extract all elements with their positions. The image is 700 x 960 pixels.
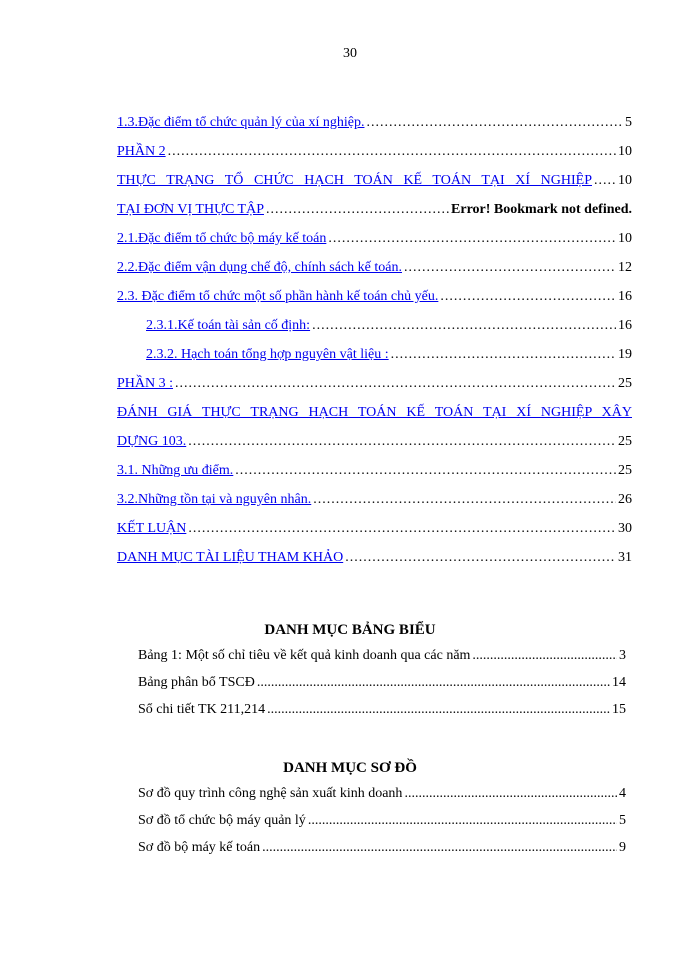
leader-dots [313,491,616,509]
list-item [138,675,626,702]
toc-entry-2-3[interactable] [117,288,632,317]
list-item [138,840,626,867]
list-item-text: Bảng phân bổ TSCĐ [138,675,255,690]
toc-link[interactable]: 2.3.1.Kế toán tài sản cố định: [146,318,311,333]
leader-dots [262,840,617,856]
leader-dots [404,259,616,277]
leader-dots [308,813,617,829]
list-item-text: Sổ chi tiết TK 211,214 [138,702,266,717]
toc-entry-danh-gia[interactable] [117,404,632,433]
toc-link[interactable]: 2.3. Đặc điểm tổ chức một số phần hành kế toán chủ yếu. [117,289,439,304]
leader-dots [472,648,617,664]
toc-entry-don-vi[interactable] [117,201,632,230]
list-item-page: 3 [619,648,626,663]
toc-page: 25 [618,376,632,391]
leader-dots [594,172,616,190]
toc-link[interactable]: DANH MỤC TÀI LIỆU THAM KHẢO [117,550,344,565]
leader-dots [235,462,616,480]
toc-link[interactable]: PHẦN 3 : [117,376,174,391]
toc-page-error: Error! Bookmark not defined. [451,202,632,217]
leader-dots [267,702,610,718]
toc-page: 26 [618,492,632,507]
toc-entry-thuc-trang[interactable] [117,172,632,201]
toc-entry-1-3[interactable] [117,114,632,143]
toc-link[interactable]: 1.3.Đặc điểm tổ chức quản lý của xí nghiệp. [117,115,365,130]
page-number: 30 [343,46,357,61]
toc-link[interactable]: 3.1. Những ưu điểm. [117,463,234,478]
toc-entry-ket-luan[interactable] [117,520,632,549]
list-item-page: 14 [612,675,626,690]
toc-link[interactable]: THỰC TRẠNG TỔ CHỨC HẠCH TOÁN KẾ TOÁN TẠI XÍ NGHIỆP [117,173,592,188]
leader-dots [266,201,449,219]
leader-dots [345,549,616,567]
list-item-text: Bảng 1: Một số chỉ tiêu về kết quả kinh doanh qua các năm [138,648,471,663]
toc-link[interactable]: KẾT LUẬN [117,521,187,536]
diagrams-list [138,786,626,867]
toc-link[interactable]: PHẦN 2 [117,144,166,159]
toc-link[interactable]: 2.1.Đặc điểm tổ chức bộ máy kế toán [117,231,327,246]
toc-entry-2-1[interactable] [117,230,632,259]
leader-dots [440,288,616,306]
leader-dots [312,317,616,335]
leader-dots [366,114,623,132]
list-item-text: Sơ đồ quy trình công nghệ sản xuất kinh doanh [138,786,403,801]
list-item-page: 9 [619,840,626,855]
list-item [138,813,626,840]
tables-list-title: DANH MỤC BẢNG BIỂU [264,622,436,638]
list-item-page: 5 [619,813,626,828]
table-of-contents [117,114,632,578]
toc-entry-3-2[interactable] [117,491,632,520]
toc-page: 12 [618,260,632,275]
toc-entry-phan-2[interactable] [117,143,632,172]
list-item [138,786,626,813]
toc-link[interactable]: 2.3.2. Hạch toán tổng hợp nguyên vật liệu : [146,347,389,362]
list-item-text: Sơ đồ bộ máy kế toán [138,840,261,855]
list-item-text: Sơ đồ tổ chức bộ máy quản lý [138,813,306,828]
leader-dots [188,433,616,451]
list-item [138,648,626,675]
tables-list [138,648,626,729]
toc-page: 10 [618,173,632,188]
toc-entry-phan-3[interactable] [117,375,632,404]
toc-page: 16 [618,289,632,304]
toc-entry-2-2[interactable] [117,259,632,288]
leader-dots [168,143,616,161]
list-item-page: 15 [612,702,626,717]
leader-dots [257,675,610,691]
toc-link[interactable]: TẠI ĐƠN VỊ THỰC TẬP [117,202,264,217]
toc-entry-dung-103[interactable] [117,433,632,462]
leader-dots [175,375,616,393]
toc-page: 25 [618,434,632,449]
list-item [138,702,626,729]
toc-page: 25 [618,463,632,478]
toc-entry-tai-lieu[interactable] [117,549,632,578]
toc-page: 5 [625,115,632,130]
toc-page: 19 [618,347,632,362]
leader-dots [404,786,617,802]
toc-page: 10 [618,231,632,246]
toc-entry-2-3-1[interactable] [117,317,632,346]
toc-link[interactable]: ĐÁNH GIÁ THỰC TRẠNG HẠCH TOÁN KẾ TOÁN TẠI XÍ NGHIỆP XÂY [117,405,632,420]
toc-page: 30 [618,521,632,536]
leader-dots [328,230,616,248]
toc-entry-2-3-2[interactable] [117,346,632,375]
leader-dots [188,520,616,538]
toc-link[interactable]: 3.2.Những tồn tại và nguyên nhân. [117,492,312,507]
diagrams-list-title: DANH MỤC SƠ ĐỒ [283,760,417,776]
toc-link[interactable]: 2.2.Đặc điểm vận dụng chế độ, chính sách kế toán. [117,260,402,275]
toc-page: 10 [618,144,632,159]
leader-dots [391,346,616,364]
list-item-page: 4 [619,786,626,801]
toc-link[interactable]: DỰNG 103. [117,434,187,449]
toc-page: 31 [618,550,632,565]
toc-page: 16 [618,318,632,333]
toc-entry-3-1[interactable] [117,462,632,491]
